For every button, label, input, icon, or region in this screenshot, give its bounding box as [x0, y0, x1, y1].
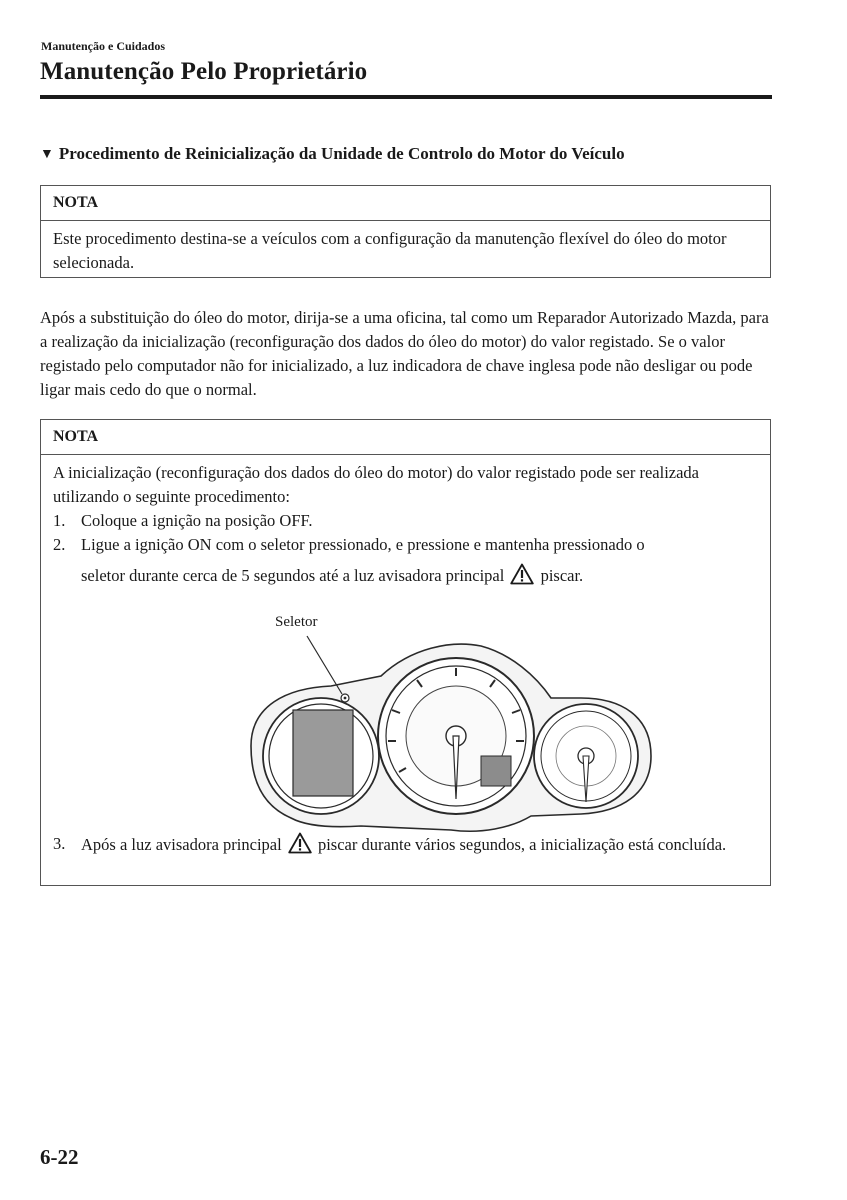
page-title: Manutenção Pelo Proprietário [40, 58, 368, 85]
note-label: NOTA [41, 420, 770, 455]
note-box-1 [40, 185, 771, 278]
step-text: Ligue a ignição ON com o seletor pressionado, e pressione e mantenha pressionado o [81, 535, 645, 554]
warning-triangle-icon [288, 832, 312, 861]
step-number: 3. [53, 834, 66, 853]
triangle-down-icon: ▼ [40, 147, 54, 162]
note-label: NOTA [41, 186, 770, 221]
subheading [40, 144, 625, 164]
subheading-text: Procedimento de Reinicialização da Unidade de Controlo do Motor do Veículo [58, 144, 625, 163]
title-rule [40, 95, 772, 99]
section-label: Manutenção e Cuidados [41, 39, 166, 53]
step-2 [53, 533, 758, 592]
step-1 [53, 509, 758, 533]
body-paragraph: Após a substituição do óleo do motor, dirija-se a uma oficina, tal como um Reparador Autorizado Mazda, para a realização da inicialização (reconfiguração dos dados do óleo do motor) do valor registado. Se o valor registado pelo computador não for inicializado, a luz indicadora de chave inglesa pode não desligar ou pode ligar mais cedo do que o normal. [40, 308, 769, 399]
note-box-2 [40, 419, 771, 886]
step-number: 1. [53, 511, 66, 530]
step-3 [53, 832, 760, 861]
note-text: Este procedimento destina-se a veículos com a configuração da manutenção flexível do óleo do motor selecionada. [53, 229, 727, 272]
step-text: seletor durante cerca de 5 segundos até a luz avisadora principal [81, 566, 505, 585]
step-text: piscar. [540, 566, 584, 585]
step-text: piscar durante vários segundos, a inicialização está concluída. [317, 835, 727, 854]
note-intro: A inicialização (reconfiguração dos dados do óleo do motor) do valor registado pode ser realizada utilizando o seguinte procedimento: [53, 463, 700, 506]
step-number: 2. [53, 535, 66, 554]
note-content [41, 455, 770, 854]
instrument-cluster-diagram [211, 606, 661, 846]
instrument-cluster-figure [211, 606, 661, 846]
page-number: 6-22 [40, 1145, 79, 1169]
step-text: Coloque a ignição na posição OFF. [81, 511, 313, 530]
step-text: Após a luz avisadora principal [81, 835, 282, 854]
warning-triangle-icon [510, 563, 534, 592]
figure-label-seletor: Seletor [275, 614, 318, 630]
